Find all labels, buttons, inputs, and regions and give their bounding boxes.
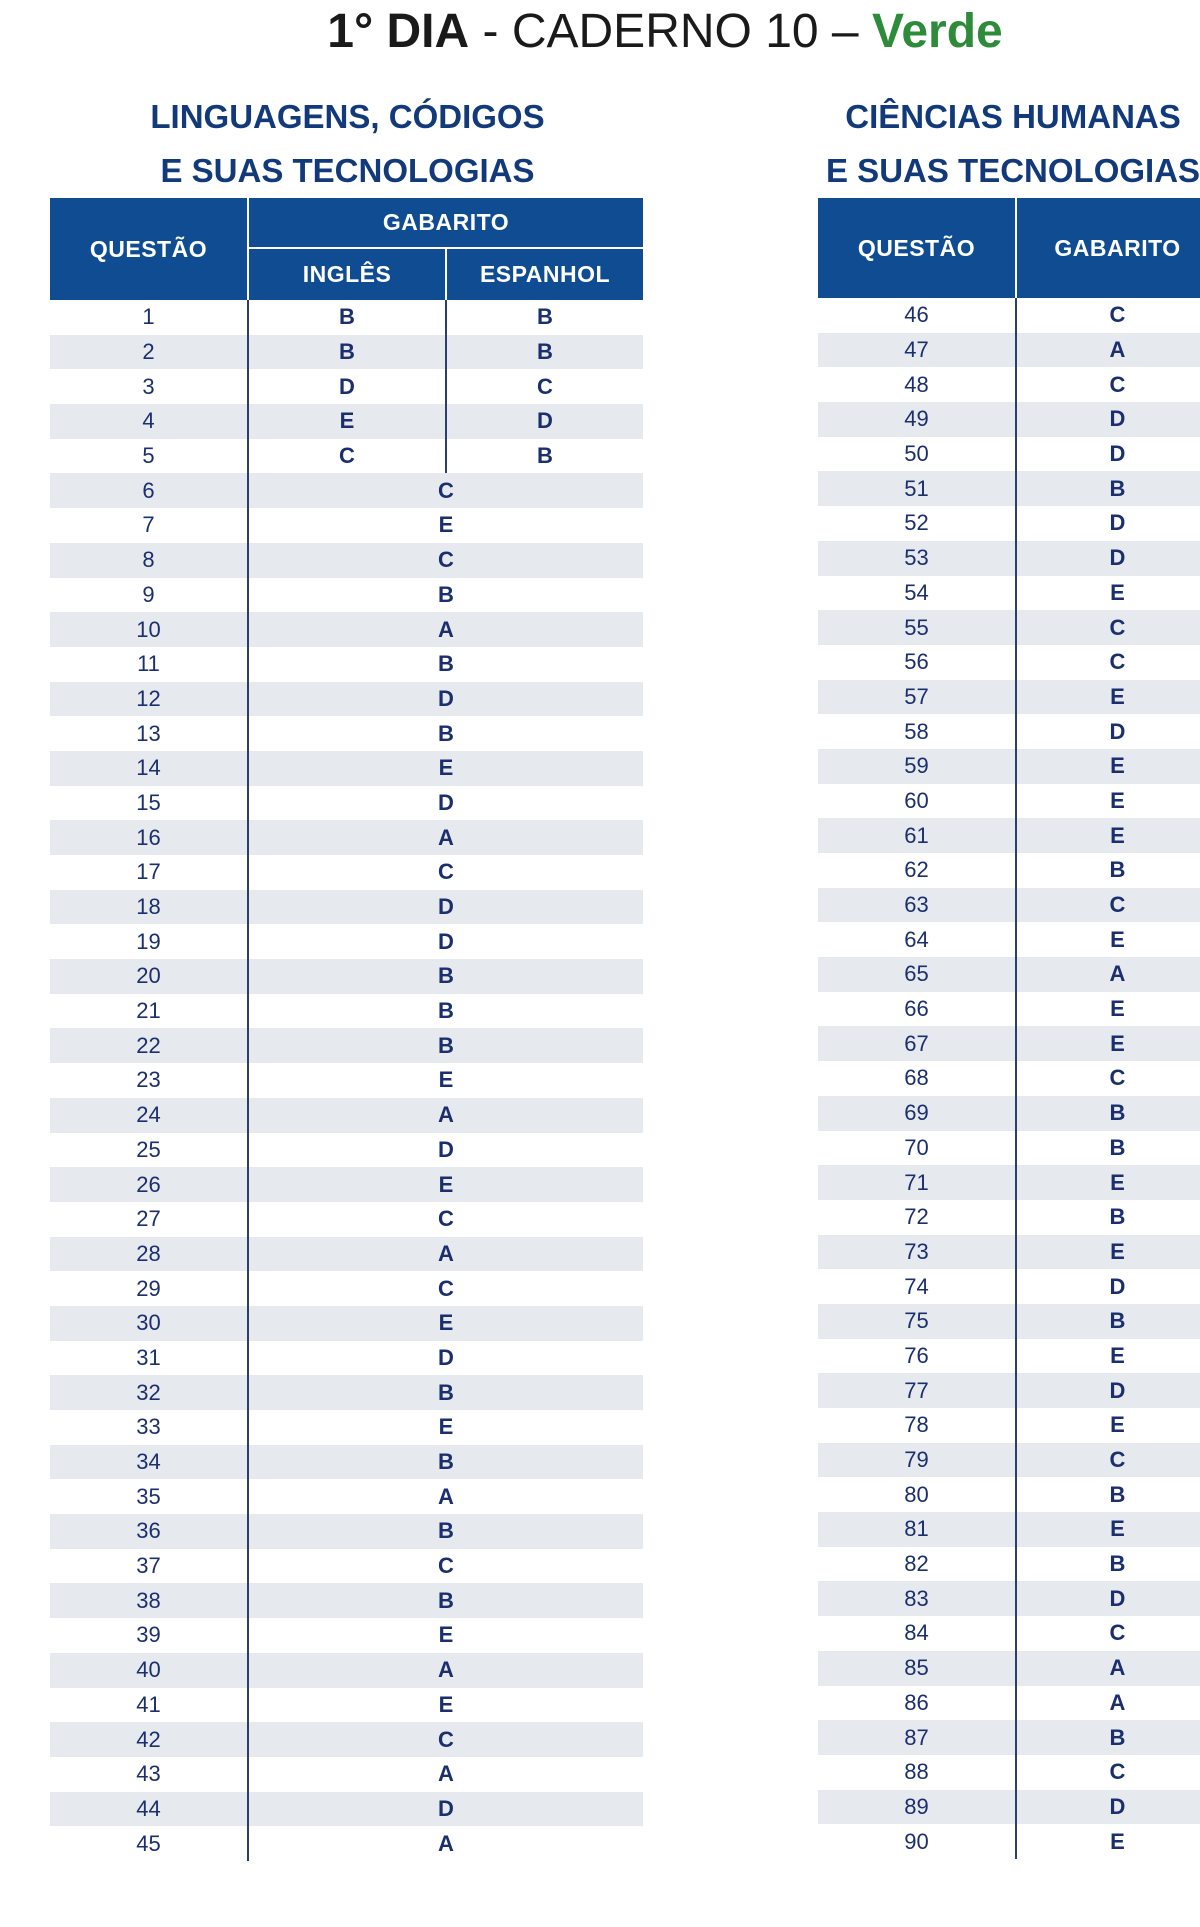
table-row [50,1826,643,1861]
question-number: 13 [50,716,248,751]
question-number: 53 [818,541,1016,576]
question-number: 66 [818,992,1016,1027]
table-row [50,1271,643,1306]
answer: A [248,1237,643,1272]
table-row [818,1616,1200,1651]
question-number: 30 [50,1306,248,1341]
question-number: 17 [50,855,248,890]
answer: C [1016,1443,1200,1478]
table-row [818,749,1200,784]
question-number: 14 [50,751,248,786]
question-number: 48 [818,367,1016,402]
table-row [50,1063,643,1098]
answer: B [1016,853,1200,888]
table-row [50,1757,643,1792]
answer: C [248,855,643,890]
question-number: 50 [818,437,1016,472]
question-number: 32 [50,1375,248,1410]
title-day: 1° DIA [327,5,470,58]
answer: A [248,1653,643,1688]
question-number: 2 [50,335,248,370]
column-header-ingles: INGLÊS [248,248,446,300]
answer: D [248,924,643,959]
answer-ingles: B [248,300,446,335]
answer: B [1016,1131,1200,1166]
answer: C [1016,367,1200,402]
column-header-gabarito: GABARITO [1016,198,1200,298]
question-number: 90 [818,1824,1016,1859]
question-number: 31 [50,1341,248,1376]
answer-espanhol: D [446,404,643,439]
answer: B [1016,1720,1200,1755]
table-row [50,682,643,717]
table-row [50,890,643,925]
question-number: 38 [50,1583,248,1618]
answer: E [248,751,643,786]
answer-espanhol: B [446,439,643,474]
table-row [818,1304,1200,1339]
table-row [50,404,643,439]
table-row [50,369,643,404]
table-row [50,786,643,821]
column-header-questao: QUESTÃO [818,198,1016,298]
question-number: 33 [50,1410,248,1445]
answer: E [1016,992,1200,1027]
table-row [818,818,1200,853]
answer: E [248,1410,643,1445]
answer: B [1016,1096,1200,1131]
answer: C [1016,888,1200,923]
table-row [50,1445,643,1480]
answer: B [248,1375,643,1410]
answer: D [1016,1269,1200,1304]
table-row [818,1339,1200,1374]
answer: C [248,473,643,508]
question-number: 15 [50,786,248,821]
question-number: 24 [50,1098,248,1133]
question-number: 20 [50,959,248,994]
question-number: 70 [818,1131,1016,1166]
table-row [818,1269,1200,1304]
answer: E [1016,818,1200,853]
column-header-gabarito: GABARITO [248,198,643,248]
question-number: 12 [50,682,248,717]
title-separator: - [469,5,512,58]
answer: A [248,1826,643,1861]
table-row [818,1581,1200,1616]
question-number: 82 [818,1547,1016,1582]
question-number: 67 [818,1026,1016,1061]
table-row [50,1792,643,1827]
table-row [50,439,643,474]
question-number: 54 [818,576,1016,611]
question-number: 74 [818,1269,1016,1304]
table-row [818,471,1200,506]
question-number: 41 [50,1688,248,1723]
answer: B [1016,471,1200,506]
question-number: 64 [818,922,1016,957]
answer: C [1016,1616,1200,1651]
answer-espanhol: B [446,335,643,370]
title-color: Verde [871,5,1003,58]
answer: E [1016,1235,1200,1270]
table-row [818,1443,1200,1478]
table-row [50,1133,643,1168]
answer: C [1016,1061,1200,1096]
answer: A [1016,333,1200,368]
question-number: 87 [818,1720,1016,1755]
question-number: 47 [818,333,1016,368]
question-number: 29 [50,1271,248,1306]
question-number: 11 [50,647,248,682]
answer: D [1016,1373,1200,1408]
table-row [818,1131,1200,1166]
table-row [50,820,643,855]
question-number: 61 [818,818,1016,853]
table-row [818,853,1200,888]
question-number: 5 [50,439,248,474]
column-header-questao: QUESTÃO [50,198,248,300]
question-number: 79 [818,1443,1016,1478]
table-row [50,1618,643,1653]
question-number: 21 [50,994,248,1029]
table-row [818,645,1200,680]
table-row [818,1096,1200,1131]
answer: B [248,1583,643,1618]
answer: D [248,786,643,821]
answer: B [1016,1477,1200,1512]
question-number: 8 [50,543,248,578]
answer: B [248,578,643,613]
table-row [50,335,643,370]
answer: E [248,1306,643,1341]
answer: C [248,1549,643,1584]
answer: C [1016,1755,1200,1790]
question-number: 72 [818,1200,1016,1235]
heading-line: E SUAS TECNOLOGIAS [160,152,535,189]
question-number: 57 [818,680,1016,715]
table-row [50,716,643,751]
table-row [50,1028,643,1063]
table-row [50,994,643,1029]
question-number: 23 [50,1063,248,1098]
answer: C [248,543,643,578]
table-row [818,402,1200,437]
answer: A [1016,957,1200,992]
question-number: 59 [818,749,1016,784]
question-number: 65 [818,957,1016,992]
answer: D [248,1133,643,1168]
answer: A [1016,1686,1200,1721]
title-separator-dash: – [818,5,872,58]
section-heading-humanas [826,90,1200,198]
heading-line: E SUAS TECNOLOGIAS [826,152,1200,189]
table-row [818,1373,1200,1408]
question-number: 28 [50,1237,248,1272]
table-row [50,1653,643,1688]
answer: E [248,1063,643,1098]
answer: A [248,1757,643,1792]
answer: E [1016,1512,1200,1547]
table-row [818,1408,1200,1443]
question-number: 75 [818,1304,1016,1339]
page-title [0,4,1200,60]
question-number: 46 [818,298,1016,333]
table-row [50,1688,643,1723]
table-row [818,1200,1200,1235]
question-number: 52 [818,506,1016,541]
table-row [50,1202,643,1237]
table-row [818,714,1200,749]
heading-line: LINGUAGENS, CÓDIGOS [150,98,545,135]
answer: B [248,1028,643,1063]
question-number: 60 [818,784,1016,819]
answer: E [1016,1824,1200,1859]
question-number: 56 [818,645,1016,680]
table-row [50,473,643,508]
table-row [50,1375,643,1410]
table-row [50,543,643,578]
table-row [50,959,643,994]
answer: B [248,1445,643,1480]
answer: B [1016,1200,1200,1235]
table-row [50,1549,643,1584]
table-row [50,855,643,890]
answer: E [248,1167,643,1202]
table-row [50,1167,643,1202]
question-number: 44 [50,1792,248,1827]
answer-table-humanas [818,198,1200,1859]
question-number: 25 [50,1133,248,1168]
answer-espanhol: C [446,369,643,404]
question-number: 62 [818,853,1016,888]
answer: D [1016,1790,1200,1825]
question-number: 78 [818,1408,1016,1443]
table-row [50,1722,643,1757]
table-row [818,1061,1200,1096]
table-row [818,298,1200,333]
table-row [818,367,1200,402]
table-row [50,1341,643,1376]
answer: E [1016,1026,1200,1061]
table-row [818,1651,1200,1686]
question-number: 85 [818,1651,1016,1686]
answer: D [248,1792,643,1827]
question-number: 19 [50,924,248,959]
answer: C [248,1722,643,1757]
answer: D [1016,437,1200,472]
question-number: 58 [818,714,1016,749]
heading-line: CIÊNCIAS HUMANAS [845,98,1181,135]
answer: C [248,1202,643,1237]
table-row [818,680,1200,715]
answer: C [1016,645,1200,680]
table-row [818,1477,1200,1512]
question-number: 35 [50,1479,248,1514]
answer: D [248,682,643,717]
answer-table-linguagens [50,198,643,1861]
table-row [50,647,643,682]
table-row [50,924,643,959]
title-caderno: CADERNO 10 [511,5,819,58]
answer: D [248,890,643,925]
answer: E [248,508,643,543]
question-number: 27 [50,1202,248,1237]
table-row [50,1410,643,1445]
answer-ingles: B [248,335,446,370]
question-number: 88 [818,1755,1016,1790]
answer: E [1016,922,1200,957]
table-row [818,888,1200,923]
question-number: 43 [50,1757,248,1792]
question-number: 83 [818,1581,1016,1616]
table-row [818,541,1200,576]
answer: D [1016,402,1200,437]
question-number: 86 [818,1686,1016,1721]
question-number: 36 [50,1514,248,1549]
section-heading-linguagens [50,90,645,198]
answer-ingles: C [248,439,446,474]
answer: E [1016,784,1200,819]
table-row [818,1720,1200,1755]
table-row [50,508,643,543]
table-row [818,437,1200,472]
question-number: 81 [818,1512,1016,1547]
question-number: 73 [818,1235,1016,1270]
table-row [50,612,643,647]
answer: E [1016,1408,1200,1443]
question-number: 69 [818,1096,1016,1131]
table-row [50,300,643,335]
answer: E [1016,576,1200,611]
answer-ingles: E [248,404,446,439]
question-number: 6 [50,473,248,508]
question-number: 10 [50,612,248,647]
answer: B [248,716,643,751]
answer: C [1016,298,1200,333]
question-number: 45 [50,1826,248,1861]
answer-espanhol: B [446,300,643,335]
table-row [818,1165,1200,1200]
table-row [50,1237,643,1272]
answer: E [1016,1165,1200,1200]
answer: A [248,1479,643,1514]
table-row [818,957,1200,992]
table-row [818,1824,1200,1859]
table-row [818,784,1200,819]
question-number: 49 [818,402,1016,437]
question-number: 26 [50,1167,248,1202]
question-number: 71 [818,1165,1016,1200]
question-number: 7 [50,508,248,543]
question-number: 40 [50,1653,248,1688]
table-row [818,992,1200,1027]
column-header-espanhol: ESPANHOL [446,248,643,300]
answer: A [248,820,643,855]
question-number: 18 [50,890,248,925]
answer: E [1016,680,1200,715]
answer: A [1016,1651,1200,1686]
table-row [818,333,1200,368]
question-number: 4 [50,404,248,439]
table-row [818,1547,1200,1582]
answer: E [248,1618,643,1653]
table-row [818,1235,1200,1270]
table-row [50,1583,643,1618]
answer: E [1016,1339,1200,1374]
table-row [50,751,643,786]
table-row [818,506,1200,541]
table-row [818,576,1200,611]
question-number: 16 [50,820,248,855]
question-number: 39 [50,1618,248,1653]
table-row [818,1026,1200,1061]
table-row [818,1686,1200,1721]
table-row [50,1098,643,1133]
question-number: 9 [50,578,248,613]
question-number: 68 [818,1061,1016,1096]
question-number: 1 [50,300,248,335]
question-number: 37 [50,1549,248,1584]
answer: D [248,1341,643,1376]
question-number: 3 [50,369,248,404]
answer: A [248,1098,643,1133]
answer-ingles: D [248,369,446,404]
answer: E [1016,749,1200,784]
table-row [50,1479,643,1514]
question-number: 34 [50,1445,248,1480]
question-number: 22 [50,1028,248,1063]
answer: D [1016,506,1200,541]
question-number: 42 [50,1722,248,1757]
answer: D [1016,1581,1200,1616]
table-row [818,1755,1200,1790]
table-row [818,610,1200,645]
question-number: 51 [818,471,1016,506]
question-number: 63 [818,888,1016,923]
answer: B [1016,1304,1200,1339]
table-row [50,1306,643,1341]
question-number: 84 [818,1616,1016,1651]
table-row [818,1512,1200,1547]
question-number: 55 [818,610,1016,645]
table-row [818,1790,1200,1825]
answer: D [1016,541,1200,576]
question-number: 76 [818,1339,1016,1374]
question-number: 77 [818,1373,1016,1408]
answer: A [248,612,643,647]
answer: C [1016,610,1200,645]
answer: B [248,959,643,994]
answer: B [248,647,643,682]
table-row [818,922,1200,957]
answer: B [248,994,643,1029]
table-row [50,578,643,613]
question-number: 80 [818,1477,1016,1512]
answer: D [1016,714,1200,749]
answer: B [248,1514,643,1549]
answer: E [248,1688,643,1723]
answer: C [248,1271,643,1306]
question-number: 89 [818,1790,1016,1825]
answer: B [1016,1547,1200,1582]
table-row [50,1514,643,1549]
